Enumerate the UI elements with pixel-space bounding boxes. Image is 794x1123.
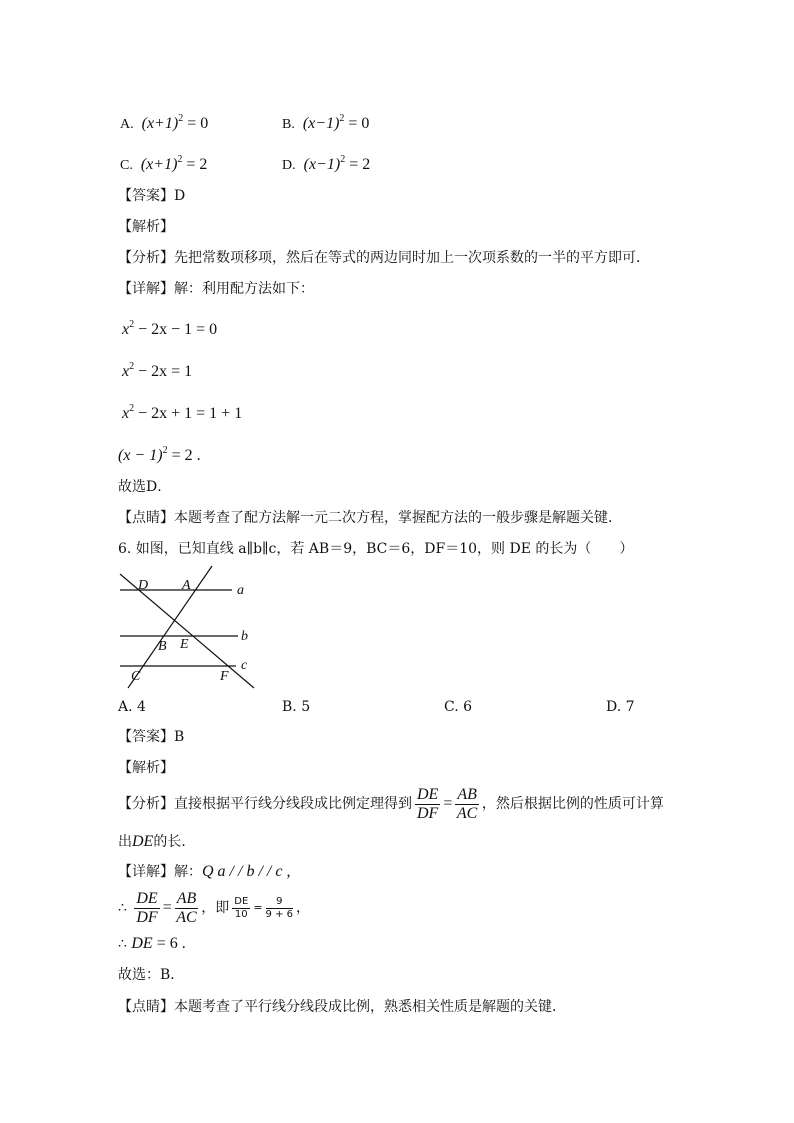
q6-fenxi-frac-2-den: AC [456,804,478,822]
q6-fenxi [118,784,664,824]
step-4-base: (x − 1) [118,447,163,464]
q6-xiangjie-cond: Q a / / b / / c , [202,863,291,880]
q6-fenxi-frac-1-num: DE [417,785,439,803]
label-E: E [180,637,189,652]
option-d-expr: (x−1) [303,156,341,173]
label-A: A [182,578,191,593]
option-d-sq: 2 [340,154,346,165]
q6-derive-frac-2 [175,890,199,927]
q6-fenxi-frac-2 [455,786,479,823]
option-a-sq: 2 [178,113,184,124]
q6-answer-tag: 【答案】 [118,729,174,745]
q6-result [118,934,186,954]
option-d [282,150,370,175]
label-D: D [138,578,149,593]
label-b: b [241,629,248,644]
option-b-label: B. [282,117,295,132]
q6-fenxi-line-2-var: DE [132,833,154,850]
q6-choice: 故选：B． [118,967,185,983]
option-a-label: A. [120,117,134,132]
option-a [120,109,208,134]
q6-fenxi-frac-2-num: AB [457,785,477,803]
q6-answer [118,728,184,746]
option-b-sq: 2 [339,113,345,124]
q6-derive-frac-3-den: 10 [234,908,248,920]
option-d-label: D. [282,158,296,173]
q6-fenxi-eq: = [443,795,453,812]
therefore-symbol-2: ∴ [118,936,127,952]
step-4-rest: = 2 . [167,447,201,464]
q6-fenxi-line-2-pre: 出 [118,834,132,850]
q5-choice: 故选D． [118,479,172,495]
option-c-sq: 2 [177,154,183,165]
q5-dianjing [118,509,622,527]
label-a: a [237,583,244,598]
option-c-label: C. [120,158,133,173]
q5-fenxi-tag: 【分析】 [118,250,174,266]
q5-xiangjie [118,280,314,298]
q6-xiangjie [118,862,290,882]
label-c: c [241,658,248,673]
q6-dianjing-text: 本题考查了平行线分线段成比例，熟悉相关性质是解题的关键． [174,999,566,1015]
q6-fenxi-frac-1-den: DF [417,804,439,822]
q6-derive-frac-3-num: DE [234,895,249,907]
option-c-expr: (x+1) [140,156,178,173]
parallel-lines-figure [110,562,270,694]
step-1-x: x [122,321,130,338]
q6-xiangjie-tag: 【详解】 [118,864,174,880]
step-3-rest: − 2x + 1 = 1 + 1 [134,405,243,422]
q6-derive-frac-1 [134,890,159,927]
q6-fenxi-tag: 【分析】 [118,796,174,812]
label-F: F [220,669,229,684]
option-d-eq: = 2 [345,156,371,173]
step-1-rest: − 2x − 1 = 0 [134,321,218,338]
q6-fenxi-line-2 [118,832,195,852]
q6-option-a: A. 4 [118,699,146,715]
step-2-rest: − 2x = 1 [134,363,193,380]
q6-result-var: DE [131,935,153,952]
option-b-eq: = 0 [344,115,370,132]
q6-fenxi-post: ，然后根据比例的性质可计算 [481,796,664,812]
q6-fenxi-frac-1 [415,786,440,823]
q5-fenxi [118,249,650,267]
q6-derive-frac-4-den: 9 + 6 [265,908,293,920]
option-a-expr: (x+1) [141,115,179,132]
option-c-eq: = 2 [182,156,208,173]
step-3-sq: 2 [129,403,135,414]
q6-question: 6. 如图，已知直线 a∥b∥c，若 AB＝9，BC＝6，DF＝10，则 DE 的长为（ ） [118,541,634,557]
q6-derive-mid: ，即 [201,900,230,916]
q6-derive-frac-1-num: DE [136,889,158,907]
therefore-symbol: ∴ [118,900,127,916]
step-4-sq: 2 [162,445,168,456]
step-2-x: x [122,363,130,380]
q6-derive-frac-3 [232,896,250,921]
q6-option-b: B. 5 [282,699,311,715]
label-C: C [131,669,141,684]
q6-xiangjie-text: 解： [174,864,202,880]
q5-xiangjie-text: 解：利用配方法如下： [174,281,314,297]
option-b-expr: (x−1) [302,115,340,132]
q6-derive-eq: = [162,899,172,916]
q6-dianjing-tag: 【点睛】 [118,999,174,1015]
step-2 [122,357,192,382]
q6-derive-frac-1-den: DF [136,908,158,926]
q6-derive-frac-2-num: AB [176,889,197,907]
q6-derive [118,888,310,928]
q6-derive-end: ， [296,900,310,916]
q5-answer-value: D [174,188,186,204]
q6-fenxi-line-2-post: 的长． [153,834,196,850]
step-4 [118,441,201,466]
q6-answer-value: B [174,729,185,745]
step-1 [122,315,217,340]
q6-fenxi-pre: 直接根据平行线分线段成比例定理得到 [174,796,412,812]
q6-derive-frac-4-num: 9 [266,896,293,909]
q6-derive-frac-4 [266,896,293,921]
q5-answer [118,187,185,205]
step-3 [122,399,242,424]
option-b [282,109,369,134]
q5-fenxi-text: 先把常数项移项，然后在等式的两边同时加上一次项系数的一半的平方即可． [174,250,650,266]
q6-derive-frac-2-den: AC [176,908,197,926]
step-2-sq: 2 [129,361,135,372]
q6-option-c: C. 6 [444,699,473,715]
option-a-eq: = 0 [183,115,209,132]
label-B: B [158,639,167,654]
q6-analysis-tag: 【解析】 [118,760,174,776]
q5-analysis-tag: 【解析】 [118,219,174,235]
q5-dianjing-tag: 【点睛】 [118,510,174,526]
q6-dianjing [118,998,566,1016]
q5-xiangjie-tag: 【详解】 [118,281,174,297]
step-3-x: x [122,405,130,422]
q5-answer-tag: 【答案】 [118,188,174,204]
q5-dianjing-text: 本题考查了配方法解一元二次方程，掌握配方法的一般步骤是解题关键． [174,510,622,526]
step-1-sq: 2 [129,319,135,330]
q6-option-d: D. 7 [606,699,635,715]
q6-derive-eq-2: = [253,901,263,914]
q6-result-rest: = 6 . [152,935,186,952]
option-c [120,150,207,175]
